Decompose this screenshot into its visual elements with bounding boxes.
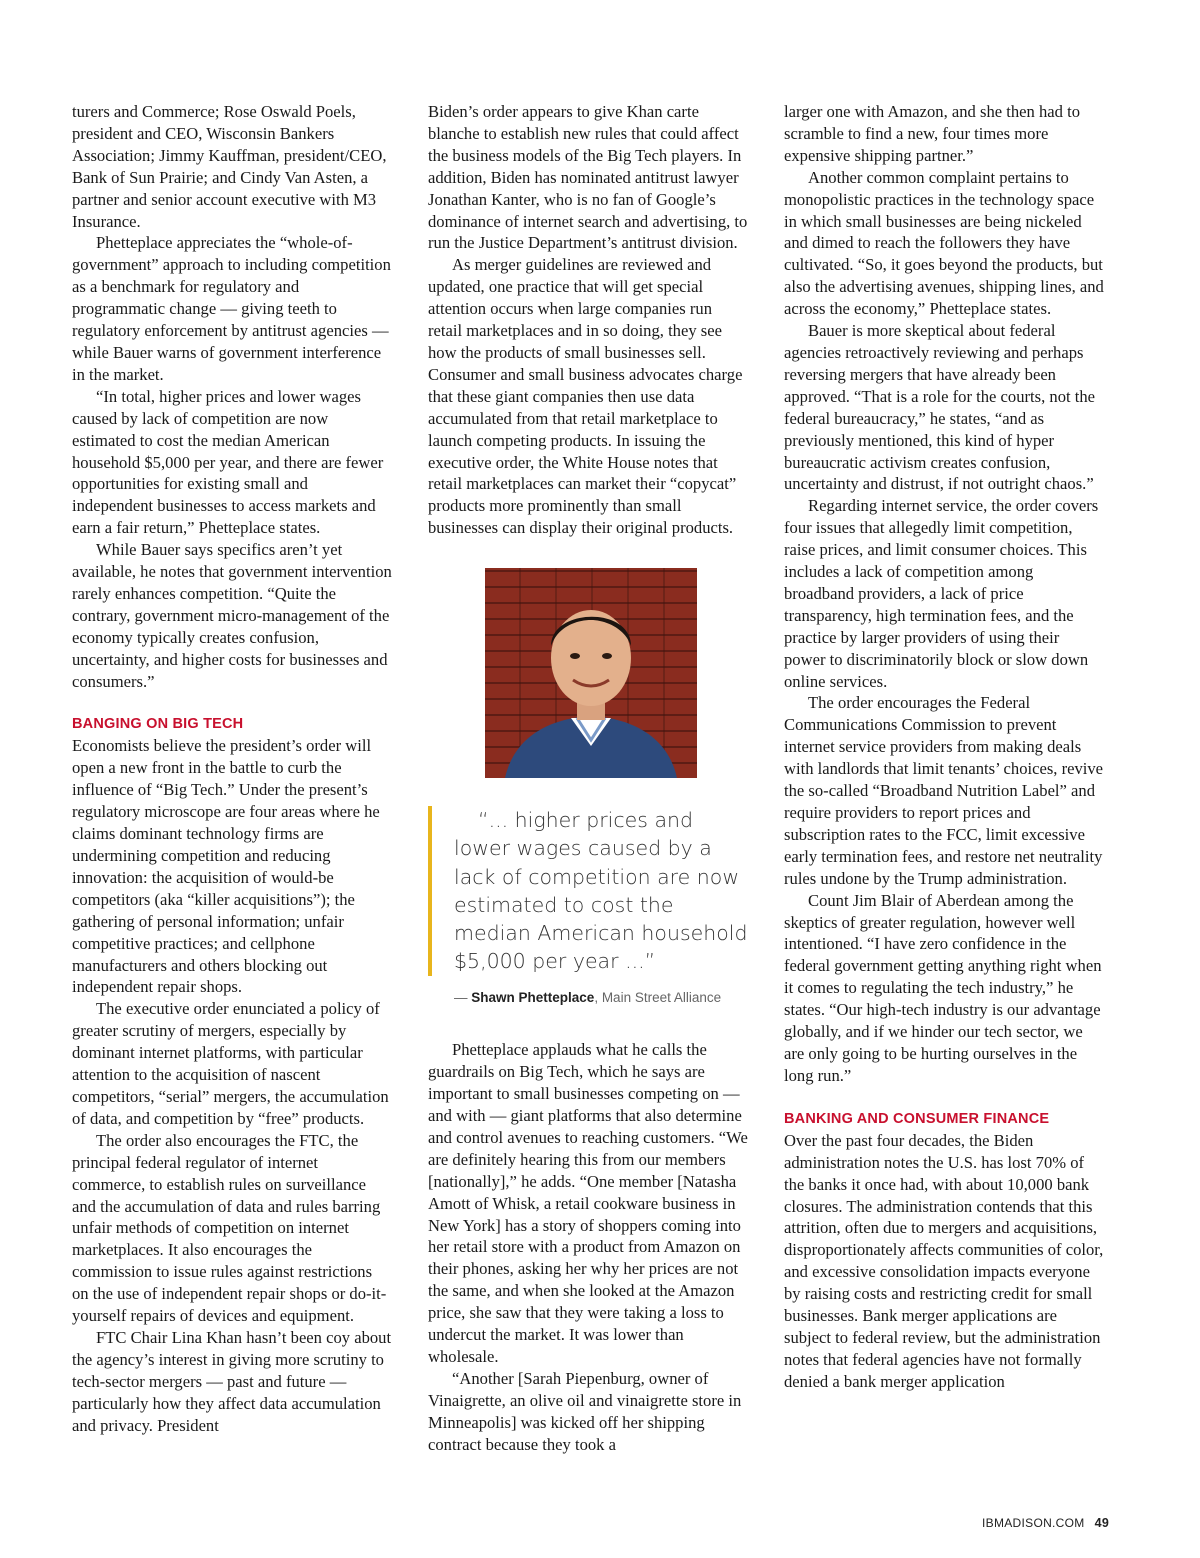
article-column-3	[784, 101, 1104, 1393]
paragraph: larger one with Amazon, and she then had to scramble to find a new, four times more expensive shipping partner.”	[784, 102, 1080, 165]
portrait-illustration	[485, 568, 697, 778]
paragraph: The executive order enunciated a policy of greater scrutiny of mergers, especially by dominant internet platforms, with particular attention to the acquisition of nascent competitors, “serial” mergers, the accumulation of data, and competition by “free” products.	[72, 999, 389, 1128]
pull-quote	[428, 806, 748, 1009]
paragraph: The order encourages the Federal Communications Commission to prevent internet service providers from making deals with landlords that limit tenants’ choices, revive the so-called “Broadband Nutrition Label” and require providers to report prices and subscription rates to the FCC, limit excessive early termination fees, and restore net neutrality rules undone by the Trump administration.	[784, 693, 1104, 888]
attribution-dash: —	[454, 990, 472, 1006]
section-heading-banking: BANKING AND CONSUMER FINANCE	[784, 1110, 1050, 1127]
paragraph: Phetteplace applauds what he calls the guardrails on Big Tech, which he says are important to small businesses competing on — and with — giant platforms that also determine and control avenues to reaching customers. “We are definitely hearing this from our members [nationally],” he adds. “One member [Natasha Amott of Whisk, a retail cookware business in New York] has a story of shoppers coming into her retail store with a product from Amazon on their phones, asking her why her prices are not the same, and when she looked at the Amazon price, she saw that they were taking a loss to undercut the market. It was lower than wholesale.	[428, 1040, 748, 1366]
quote-bar	[428, 806, 432, 976]
pull-quote-text: “... higher prices and lower wages caused by a lack of competition are now estimated to cost the median American household $5,000 per year ...”	[454, 808, 748, 974]
portrait-photo	[485, 568, 697, 778]
paragraph: “In total, higher prices and lower wages caused by lack of competition are now estimated to cost the median American household $5,000 per year, and there are fewer opportunities for existing small and independent businesses to access markets and earn a fair return,” Phetteplace states.	[72, 386, 384, 538]
paragraph: turers and Commerce; Rose Oswald Poels, president and CEO, Wisconsin Bankers Association; Jimmy Kauffman, president/CEO, Bank of Sun Prairie; and Cindy Van Asten, a partner and senior account executive with M3 Insurance.	[72, 102, 387, 231]
quote-attribution	[454, 987, 748, 1009]
paragraph: Count Jim Blair of Aberdean among the skeptics of greater regulation, however well intentioned. “I have zero confidence in the federal government getting anything right when it comes to regulating the tech industry,” he states. “Our high-tech industry is our advantage globally, and if we hinder our tech sector, we are only going to be hurting ourselves in the long run.”	[784, 890, 1102, 1085]
paragraph: The order also encourages the FTC, the principal federal regulator of internet commerce, to establish rules on surveillance and the accumulation of data and rules barring unfair methods of competition on internet marketplaces. It also encourages the commission to issue rules against restrictions on the use of independent repair shops or do-it-yourself repairs of devices and equipment.	[72, 1130, 387, 1326]
paragraph: Bauer is more skeptical about federal agencies retroactively reviewing and perhaps reversing mergers that have already been approved. “That is a role for the courts, not the federal bureaucracy,” he states, “and as previously mentioned, this kind of hyper bureaucratic activism creates confusion, uncertainty and distrust, if not outright chaos.”	[784, 321, 1096, 494]
paragraph: FTC Chair Lina Khan hasn’t been coy about the agency’s interest in giving more scrutiny to tech-sector mergers — past and future — particularly how they affect data accumulation and privacy. President	[72, 1327, 392, 1435]
paragraph: While Bauer says specifics aren’t yet available, he notes that government intervention rarely enhances competition. “Quite the contrary, government micro-management of the economy typically creates confusion, uncertainty, and higher costs for businesses and consumers.”	[72, 540, 392, 691]
paragraph: Biden’s order appears to give Khan carte blanche to establish new rules that could affect the business models of the Big Tech players. In addition, Biden has nominated antitrust lawyer Jonathan Kanter, who is no fan of Google’s dominance of internet search and advertising, to run the Justice Department’s antitrust division.	[428, 102, 748, 253]
paragraph: Phetteplace appreciates the “whole-of-government” approach to including competition as a benchmark for regulatory and programmatic change — giving teeth to regulatory enforcement by antitrust agencies — while Bauer warns of government interference in the market.	[72, 233, 391, 384]
page-footer	[982, 1516, 1109, 1530]
paragraph: “Another [Sarah Piepenburg, owner of Vinaigrette, an olive oil and vinaigrette store in Minneapolis] was kicked off her shipping contract because they took a	[428, 1368, 742, 1454]
attribution-org: , Main Street Alliance	[594, 990, 722, 1006]
paragraph: As merger guidelines are reviewed and updated, one practice that will get special attention occurs when large companies run retail marketplaces and in so doing, they see how the products of small businesses sell. Consumer and small business advocates charge that these giant companies then use data accumulated from that retail marketplace to launch competing products. In issuing the executive order, the White House notes that retail marketplaces can market their “copycat” products more prominently than small businesses can display their original products.	[428, 255, 743, 538]
paragraph: Another common complaint pertains to monopolistic practices in the technology space in which small businesses are being nickeled and dimed to reach the followers they have cultivated. “So, it goes beyond the products, but also the advertising avenues, shipping lines, and across the economy,” Phetteplace states.	[784, 167, 1104, 319]
paragraph: Economists believe the president’s order will open a new front in the battle to curb the influence of “Big Tech.” Under the present’s regulatory microscope are four areas where he claims dominant technology firms are undermining competition and reducing innovation: the acquisition of would-be competitors (aka “killer acquisitions”); the gathering of personal information; unfair competitive practices; and cellphone manufacturers and others blocking out independent repair shops.	[72, 736, 380, 997]
site-url: IBMADISON.COM	[982, 1516, 1085, 1530]
attribution-name: Shawn Phetteplace	[471, 990, 595, 1006]
article-column-2	[428, 101, 748, 1455]
paragraph: Over the past four decades, the Biden administration notes the U.S. has lost 70% of the banks it once had, with about 10,000 bank closures. The administration contends that this attrition, often due to mergers and acquisitions, disproportionately affects communities of color, and excessive consolidation impacts everyone by raising costs and restricting credit for small businesses. Bank merger applications are subject to federal review, but the administration notes that federal agencies have not formally denied a bank merger application	[784, 1130, 1104, 1391]
paragraph: Regarding internet service, the order covers four issues that allegedly limit competition, raise prices, and limit consumer choices. This includes a lack of competition among broadband providers, a lack of price transparency, high termination fees, and the practice by larger providers of using their power to discriminatorily block or slow down online services.	[784, 496, 1099, 691]
page-number: 49	[1094, 1516, 1110, 1530]
article-column-1	[72, 101, 392, 1436]
section-heading-big-tech: BANGING ON BIG TECH	[72, 716, 244, 733]
